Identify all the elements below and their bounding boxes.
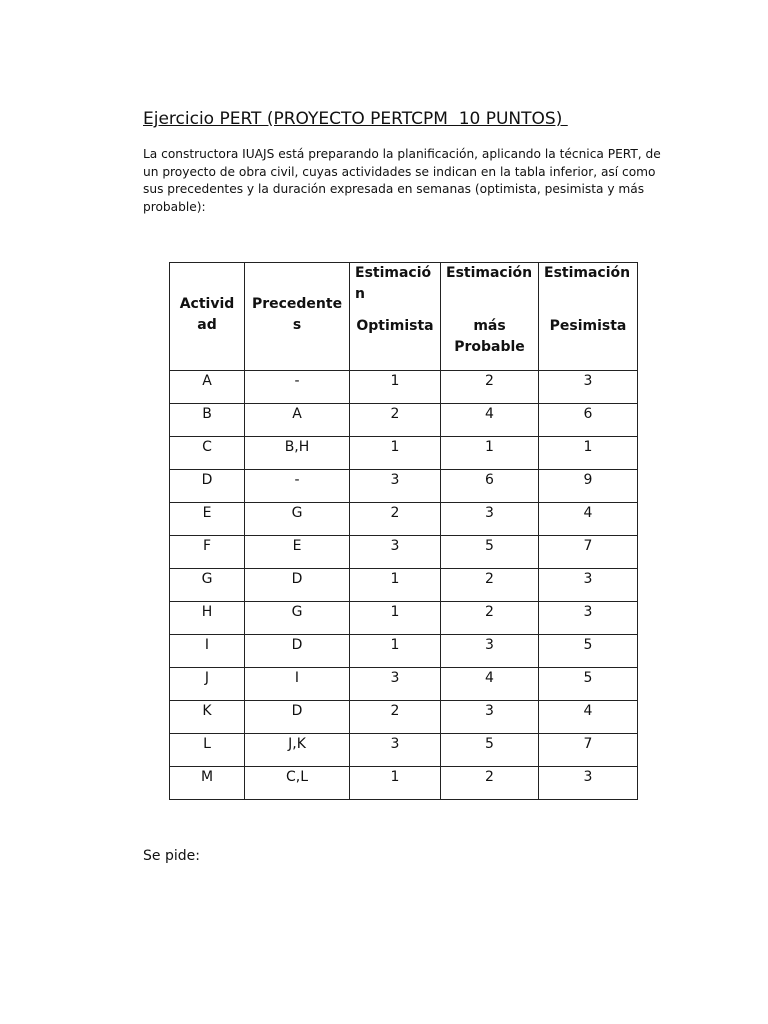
cell-precedentes: A bbox=[245, 404, 350, 437]
cell-probable: 2 bbox=[441, 371, 539, 404]
cell-optimista: 1 bbox=[350, 437, 441, 470]
cell-precedentes: D bbox=[245, 701, 350, 734]
cell-actividad: G bbox=[170, 569, 245, 602]
table-row bbox=[170, 536, 638, 569]
cell-pesimista: 1 bbox=[539, 437, 638, 470]
cell-actividad: A bbox=[170, 371, 245, 404]
cell-actividad: J bbox=[170, 668, 245, 701]
cell-pesimista: 3 bbox=[539, 602, 638, 635]
cell-actividad: F bbox=[170, 536, 245, 569]
cell-probable: 3 bbox=[441, 503, 539, 536]
cell-precedentes: - bbox=[245, 470, 350, 503]
cell-precedentes: E bbox=[245, 536, 350, 569]
cell-pesimista: 5 bbox=[539, 668, 638, 701]
cell-actividad: I bbox=[170, 635, 245, 668]
cell-precedentes: I bbox=[245, 668, 350, 701]
cell-precedentes: D bbox=[245, 569, 350, 602]
cell-probable: 4 bbox=[441, 404, 539, 437]
cell-pesimista: 7 bbox=[539, 536, 638, 569]
table-row bbox=[170, 602, 638, 635]
cell-probable: 3 bbox=[441, 701, 539, 734]
table-row bbox=[170, 668, 638, 701]
se-pide-label: Se pide: bbox=[143, 848, 200, 864]
cell-probable: 6 bbox=[441, 470, 539, 503]
cell-probable: 2 bbox=[441, 569, 539, 602]
cell-optimista: 3 bbox=[350, 668, 441, 701]
cell-pesimista: 3 bbox=[539, 767, 638, 800]
cell-precedentes: G bbox=[245, 503, 350, 536]
cell-actividad: B bbox=[170, 404, 245, 437]
cell-pesimista: 3 bbox=[539, 371, 638, 404]
cell-optimista: 2 bbox=[350, 701, 441, 734]
document-title: Ejercicio PERT (PROYECTO PERTCPM 10 PUNTOS) bbox=[143, 109, 568, 129]
cell-optimista: 3 bbox=[350, 470, 441, 503]
header-pesimista-top: Estimación bbox=[544, 265, 631, 281]
header-row bbox=[170, 263, 638, 371]
header-optimista bbox=[350, 263, 441, 371]
cell-probable: 2 bbox=[441, 602, 539, 635]
cell-probable: 2 bbox=[441, 767, 539, 800]
header-pesimista-bottom: Pesimista bbox=[549, 318, 627, 334]
cell-optimista: 3 bbox=[350, 734, 441, 767]
pert-table bbox=[169, 262, 638, 800]
cell-actividad: C bbox=[170, 437, 245, 470]
cell-optimista: 3 bbox=[350, 536, 441, 569]
cell-precedentes: G bbox=[245, 602, 350, 635]
table-row bbox=[170, 569, 638, 602]
cell-optimista: 1 bbox=[350, 602, 441, 635]
cell-precedentes: J,K bbox=[245, 734, 350, 767]
header-precedentes-label: Precedentes bbox=[251, 296, 343, 333]
cell-probable: 3 bbox=[441, 635, 539, 668]
header-optimista-bottom: Optimista bbox=[356, 318, 434, 334]
cell-optimista: 1 bbox=[350, 371, 441, 404]
header-probable-top: Estimación bbox=[446, 265, 533, 281]
cell-precedentes: C,L bbox=[245, 767, 350, 800]
header-probable-bottom: más Probable bbox=[454, 318, 525, 355]
table-row bbox=[170, 404, 638, 437]
table-row bbox=[170, 371, 638, 404]
cell-pesimista: 6 bbox=[539, 404, 638, 437]
cell-optimista: 2 bbox=[350, 503, 441, 536]
cell-pesimista: 5 bbox=[539, 635, 638, 668]
table-row bbox=[170, 437, 638, 470]
cell-actividad: M bbox=[170, 767, 245, 800]
table-row bbox=[170, 734, 638, 767]
cell-actividad: K bbox=[170, 701, 245, 734]
header-optimista-top: Estimación bbox=[355, 265, 432, 302]
table-row bbox=[170, 767, 638, 800]
cell-pesimista: 3 bbox=[539, 569, 638, 602]
cell-optimista: 2 bbox=[350, 404, 441, 437]
table-row bbox=[170, 470, 638, 503]
cell-probable: 5 bbox=[441, 734, 539, 767]
cell-optimista: 1 bbox=[350, 569, 441, 602]
header-actividad bbox=[170, 263, 245, 371]
cell-precedentes: B,H bbox=[245, 437, 350, 470]
cell-precedentes: D bbox=[245, 635, 350, 668]
cell-pesimista: 9 bbox=[539, 470, 638, 503]
cell-actividad: D bbox=[170, 470, 245, 503]
intro-paragraph: La constructora IUAJS está preparando la planificación, aplicando la técnica PERT, de un proyecto de obra civil, cuyas actividades se indican en la tabla inferior, así como sus precedentes y la duración expresada en semanas (optimista, pesimista y más probable): bbox=[143, 147, 661, 214]
cell-actividad: E bbox=[170, 503, 245, 536]
cell-optimista: 1 bbox=[350, 767, 441, 800]
cell-precedentes: - bbox=[245, 371, 350, 404]
table-row bbox=[170, 701, 638, 734]
header-probable bbox=[441, 263, 539, 371]
table-body bbox=[170, 371, 638, 800]
table-row bbox=[170, 503, 638, 536]
header-actividad-label: Actividad bbox=[179, 296, 235, 333]
cell-pesimista: 4 bbox=[539, 701, 638, 734]
cell-optimista: 1 bbox=[350, 635, 441, 668]
cell-probable: 1 bbox=[441, 437, 539, 470]
table-header bbox=[170, 263, 638, 371]
cell-actividad: H bbox=[170, 602, 245, 635]
cell-probable: 5 bbox=[441, 536, 539, 569]
cell-pesimista: 7 bbox=[539, 734, 638, 767]
cell-pesimista: 4 bbox=[539, 503, 638, 536]
cell-probable: 4 bbox=[441, 668, 539, 701]
header-pesimista bbox=[539, 263, 638, 371]
cell-actividad: L bbox=[170, 734, 245, 767]
header-precedentes bbox=[245, 263, 350, 371]
table-row bbox=[170, 635, 638, 668]
